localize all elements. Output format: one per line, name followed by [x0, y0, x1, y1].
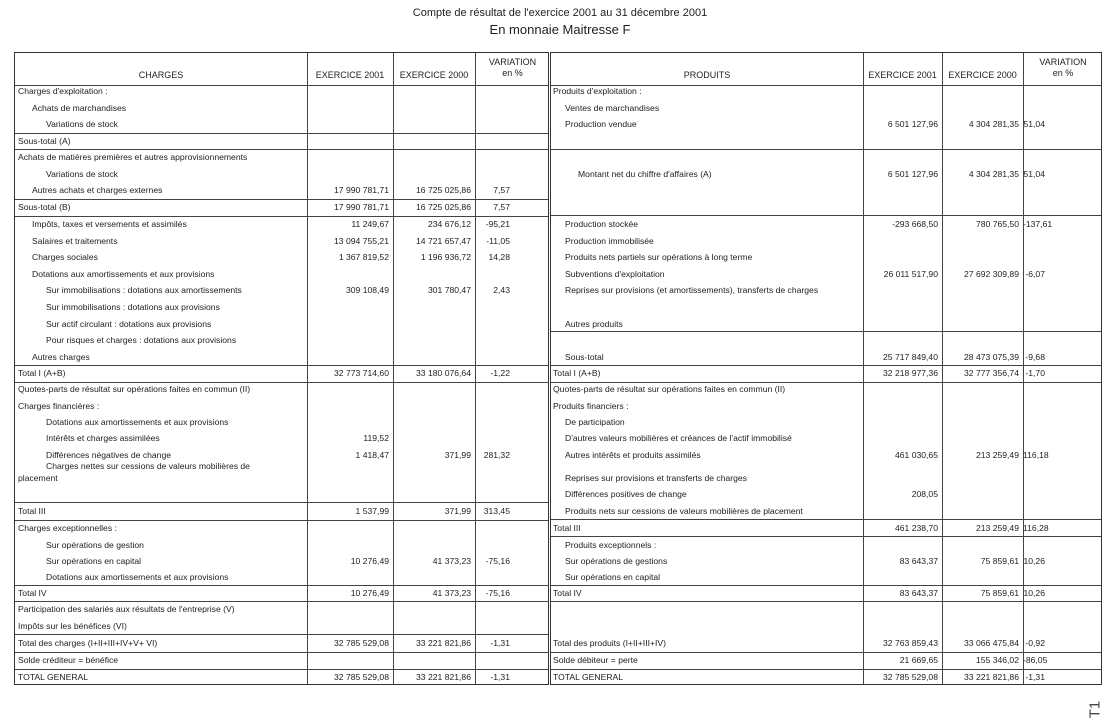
value-2001: 32 785 529,08 — [334, 672, 389, 682]
variation-percent: 51,04 — [1023, 169, 1045, 179]
value-2001: 83 643,37 — [899, 588, 938, 598]
row-label: Ventes de marchandises — [565, 103, 660, 113]
table-row — [551, 368, 1101, 379]
value-2000: 33 066 475,84 — [964, 638, 1019, 648]
row-label: Sous-total — [565, 352, 604, 362]
value-2001: 1 367 819,52 — [338, 252, 389, 262]
table-row — [15, 588, 548, 599]
row-label: Total IV — [553, 588, 582, 598]
column-header-2001: EXERCICE 2001 — [868, 70, 937, 80]
column-header-2001: EXERCICE 2001 — [315, 70, 385, 80]
table-row — [15, 103, 548, 114]
variation-percent: 116,18 — [1023, 450, 1049, 460]
table-row — [15, 269, 548, 280]
row-label: Dotations aux amortissements et aux provisions — [46, 572, 229, 582]
table-row — [15, 417, 548, 428]
value-2001: -293 668,50 — [892, 219, 938, 229]
row-label: Quotes-parts de résultat sur opérations faites en commun (II) — [553, 384, 786, 394]
value-2001: 17 990 781,71 — [334, 185, 389, 195]
row-divider — [15, 634, 548, 635]
value-2001: 32 773 714,60 — [334, 368, 389, 378]
value-2001: 6 501 127,96 — [887, 119, 938, 129]
column-header-label: CHARGES — [138, 70, 184, 80]
value-2001: 21 669,65 — [899, 655, 938, 665]
variation-percent: 14,28 — [488, 252, 510, 262]
row-label: Charges d'exploitation : — [18, 86, 108, 96]
table-row — [551, 638, 1101, 649]
table-row — [551, 269, 1101, 280]
table-row — [551, 489, 1101, 500]
variation-percent: -75,16 — [485, 556, 510, 566]
row-divider — [551, 585, 1101, 586]
row-label: Production immobilisée — [565, 236, 654, 246]
table-row — [551, 655, 1101, 666]
row-label: Produits nets sur cessions de valeurs mobilières de placement — [565, 506, 803, 516]
variation-percent: 7,57 — [493, 185, 510, 195]
row-label: Dotations aux amortissements et aux provisions — [46, 417, 229, 427]
variation-percent: 116,28 — [1023, 523, 1049, 533]
variation-percent: -1,31 — [1025, 672, 1045, 682]
row-label: Sous-total (B) — [18, 202, 71, 212]
table-row — [15, 219, 548, 230]
table-row — [551, 540, 1101, 551]
table-row — [551, 285, 1101, 296]
table-row — [15, 86, 548, 97]
variation-percent: -137,61 — [1023, 219, 1053, 229]
row-divider — [15, 199, 548, 200]
value-2000: 155 346,02 — [975, 655, 1019, 665]
column-header-label: PRODUITS — [683, 70, 731, 80]
row-label: Intérêts et charges assimilées — [46, 433, 160, 443]
variation-percent: 313,45 — [483, 506, 510, 516]
row-divider — [551, 536, 1101, 537]
variation-percent: -95,21 — [485, 219, 510, 229]
row-label: Montant net du chiffre d'affaires (A) — [578, 169, 712, 179]
row-label: Charges exceptionnelles : — [18, 523, 117, 533]
row-label: Total des charges (I+II+III+IV+V+ VI) — [18, 638, 158, 648]
variation-percent: -86,05 — [1023, 655, 1048, 665]
row-divider — [15, 133, 548, 134]
row-divider — [15, 365, 548, 366]
value-2001: 13 094 755,21 — [334, 236, 389, 246]
row-label: Subventions d'exploitation — [565, 269, 665, 279]
row-label: Sur opérations de gestions — [565, 556, 668, 566]
value-2001: 32 785 529,08 — [334, 638, 389, 648]
table-row — [15, 556, 548, 567]
row-label: Charges sociales — [32, 252, 98, 262]
row-divider — [551, 331, 1101, 332]
row-label: Autres charges — [32, 352, 90, 362]
value-2001: 32 763 859,43 — [883, 638, 938, 648]
variation-percent: -9,68 — [1025, 352, 1045, 362]
table-row — [551, 556, 1101, 567]
table-row — [551, 523, 1101, 534]
variation-percent: -11,05 — [486, 236, 510, 246]
row-divider — [551, 215, 1101, 216]
table-row — [15, 136, 548, 147]
table-row — [15, 169, 548, 180]
charges-table — [14, 52, 549, 685]
table-row — [15, 252, 548, 263]
handwritten-page-mark: T1 — [1086, 700, 1104, 719]
table-row — [15, 119, 548, 130]
table-row — [551, 219, 1101, 230]
table-row — [15, 384, 548, 395]
value-2000: 28 473 075,39 — [964, 352, 1019, 362]
table-row — [15, 672, 548, 683]
value-2000: 75 859,61 — [980, 556, 1019, 566]
row-label: Impôts, taxes et versements et assimilés — [32, 219, 187, 229]
row-label: Production vendue — [565, 119, 637, 129]
table-row — [15, 604, 548, 615]
row-divider — [15, 669, 548, 670]
value-2001: 1 418,47 — [355, 450, 389, 460]
row-divider — [15, 216, 548, 217]
row-divider — [15, 502, 548, 503]
table-row — [15, 319, 548, 330]
row-label: Sur actif circulant : dotations aux provisions — [46, 319, 212, 329]
table-row — [15, 352, 548, 363]
row-label: Variations de stock — [46, 119, 118, 129]
row-label: Impôts sur les bénéfices (VI) — [18, 621, 127, 631]
value-2001: 32 785 529,08 — [883, 672, 938, 682]
row-label: Produits nets partiels sur opérations à long terme — [565, 252, 753, 262]
row-label: Sur immobilisations : dotations aux amortissements — [46, 285, 242, 295]
table-row — [15, 572, 548, 583]
value-2000: 16 725 025,86 — [416, 202, 471, 212]
row-label: D'autres valeurs mobilières et créances de l'actif immobilisé — [565, 433, 792, 443]
value-2001: 6 501 127,96 — [887, 169, 938, 179]
value-2001: 25 717 849,40 — [883, 352, 938, 362]
column-header-2000: EXERCICE 2000 — [948, 70, 1017, 80]
value-2000: 14 721 657,47 — [416, 236, 471, 246]
table-row — [551, 169, 1101, 180]
table-row — [15, 450, 548, 461]
value-2000: 33 221 821,86 — [964, 672, 1019, 682]
row-divider — [551, 669, 1101, 670]
row-divider — [15, 601, 548, 602]
table-row — [551, 473, 1101, 484]
column-header-variation: VARIATION en % — [1039, 57, 1087, 78]
row-divider — [551, 382, 1101, 383]
value-2001: 10 276,49 — [350, 556, 389, 566]
value-2000: 75 859,61 — [980, 588, 1019, 598]
table-row — [15, 461, 548, 472]
table-row — [15, 236, 548, 247]
column-header-2000: EXERCICE 2000 — [399, 70, 469, 80]
row-label: Charges financières : — [18, 401, 100, 411]
value-2001: 32 218 977,36 — [883, 368, 938, 378]
table-row — [551, 86, 1101, 97]
variation-percent: -1,22 — [490, 368, 510, 378]
table-row — [15, 473, 548, 484]
variation-percent: 10,26 — [1023, 556, 1045, 566]
table-row — [15, 506, 548, 517]
row-divider — [551, 365, 1101, 366]
row-label: Produits d'exploitation : — [553, 86, 642, 96]
value-2001: 26 011 517,90 — [883, 269, 938, 279]
row-label: Charges nettes sur cessions de valeurs mobilières de — [46, 461, 250, 471]
table-row — [15, 638, 548, 649]
row-label: Autres achats et charges externes — [32, 185, 163, 195]
variation-percent: -0,92 — [1025, 638, 1045, 648]
table-row — [15, 302, 548, 313]
row-label: Production stockée — [565, 219, 639, 229]
value-2000: 371,99 — [444, 450, 471, 460]
row-label: Achats de matières premières et autres approvisionnements — [18, 152, 248, 162]
row-label: Total des produits (I+II+III+IV) — [553, 638, 666, 648]
variation-percent: 7,57 — [493, 202, 510, 212]
table-row — [15, 152, 548, 163]
table-row — [15, 540, 548, 551]
variation-percent: 51,04 — [1023, 119, 1045, 129]
value-2000: 1 196 936,72 — [420, 252, 471, 262]
value-2001: 1 537,99 — [355, 506, 389, 516]
row-label: Autres intérêts et produits assimilés — [565, 450, 701, 460]
value-2000: 41 373,23 — [432, 556, 471, 566]
row-label: Différences négatives de change — [46, 450, 172, 460]
value-2000: 16 725 025,86 — [416, 185, 471, 195]
row-label: Total III — [553, 523, 581, 533]
row-divider — [15, 585, 548, 586]
table-row — [551, 384, 1101, 395]
table-row — [15, 621, 548, 632]
row-divider — [551, 519, 1101, 520]
table-row — [15, 335, 548, 346]
table-row — [15, 368, 548, 379]
row-label: Pour risques et charges : dotations aux provisions — [46, 335, 237, 345]
value-2001: 83 643,37 — [899, 556, 938, 566]
row-label: TOTAL GENERAL — [18, 672, 89, 682]
value-2000: 780 765,50 — [975, 219, 1019, 229]
row-label: Quotes-parts de résultat sur opérations faites en commun (II) — [18, 384, 251, 394]
row-label: Total I (A+B) — [18, 368, 66, 378]
value-2001: 10 276,49 — [350, 588, 389, 598]
value-2000: 33 180 076,64 — [416, 368, 471, 378]
variation-percent: 10,26 — [1023, 588, 1045, 598]
row-label: Autres produits — [565, 319, 623, 329]
row-divider — [15, 520, 548, 521]
column-header-variation: VARIATION en % — [488, 57, 537, 78]
row-label: Total I (A+B) — [553, 368, 601, 378]
row-label: Variations de stock — [46, 169, 118, 179]
value-2000: 41 373,23 — [432, 588, 471, 598]
row-label: Produits exceptionnels : — [565, 540, 657, 550]
value-2000: 213 259,49 — [975, 523, 1019, 533]
table-row — [551, 103, 1101, 114]
row-label: placement — [18, 473, 58, 483]
table-row — [551, 417, 1101, 428]
value-2001: 208,05 — [911, 489, 938, 499]
row-label: Solde créditeur = bénéfice — [18, 655, 119, 665]
table-row — [551, 450, 1101, 461]
row-label: TOTAL GENERAL — [553, 672, 624, 682]
document-title: Compte de résultat de l'exercice 2001 au 31 décembre 2001 — [412, 7, 708, 19]
variation-percent: 281,32 — [483, 450, 510, 460]
variation-percent: 2,43 — [493, 285, 510, 295]
value-2000: 27 692 309,89 — [964, 269, 1019, 279]
row-label: Sur opérations de gestion — [46, 540, 144, 550]
currency-subtitle: En monnaie Maitresse F — [489, 22, 631, 37]
variation-percent: -6,07 — [1025, 269, 1045, 279]
table-row — [15, 285, 548, 296]
table-row — [15, 433, 548, 444]
row-divider — [551, 601, 1101, 602]
row-label: Dotations aux amortissements et aux provisions — [32, 269, 215, 279]
value-2000: 33 221 821,86 — [416, 638, 471, 648]
table-row — [15, 523, 548, 534]
value-2000: 33 221 821,86 — [416, 672, 471, 682]
row-label: Différences positives de change — [565, 489, 687, 499]
variation-percent: -1,31 — [490, 672, 510, 682]
table-row — [15, 185, 548, 196]
table-row — [551, 236, 1101, 247]
value-2000: 4 304 281,35 — [968, 169, 1019, 179]
row-label: Solde débiteur = perte — [553, 655, 638, 665]
row-divider — [15, 149, 548, 150]
table-row — [551, 672, 1101, 683]
value-2000: 234 676,12 — [427, 219, 471, 229]
value-2001: 461 030,65 — [894, 450, 938, 460]
row-label: De participation — [565, 417, 625, 427]
row-divider — [551, 652, 1101, 653]
value-2001: 17 990 781,71 — [334, 202, 389, 212]
table-row — [15, 401, 548, 412]
row-label: Salaires et traitements — [32, 236, 118, 246]
row-label: Participation des salariés aux résultats de l'entreprise (V) — [18, 604, 235, 614]
produits-table — [550, 52, 1102, 685]
value-2001: 309 108,49 — [345, 285, 389, 295]
row-label: Sur opérations en capital — [46, 556, 142, 566]
value-2001: 11 249,67 — [351, 219, 389, 229]
row-divider — [15, 652, 548, 653]
table-row — [551, 319, 1101, 330]
variation-percent: -1,31 — [490, 638, 510, 648]
table-row — [551, 506, 1101, 517]
row-label: Sur immobilisations : dotations aux provisions — [46, 302, 220, 312]
row-divider — [15, 382, 548, 383]
table-row — [551, 588, 1101, 599]
row-label: Reprises sur provisions et transferts de charges — [565, 473, 747, 483]
table-row — [551, 352, 1101, 363]
row-label: Total III — [18, 506, 46, 516]
row-label: Achats de marchandises — [32, 103, 127, 113]
row-label: Total IV — [18, 588, 47, 598]
row-label: Produits financiers : — [553, 401, 629, 411]
value-2000: 301 780,47 — [427, 285, 471, 295]
value-2000: 32 777 356,74 — [964, 368, 1019, 378]
table-row — [551, 572, 1101, 583]
row-divider — [551, 149, 1101, 150]
value-2000: 213 259,49 — [975, 450, 1019, 460]
value-2001: 461 238,70 — [894, 523, 938, 533]
table-row — [551, 119, 1101, 130]
value-2000: 4 304 281,35 — [968, 119, 1019, 129]
value-2000: 371,99 — [444, 506, 471, 516]
row-label: Sous-total (A) — [18, 136, 71, 146]
table-row — [15, 202, 548, 213]
variation-percent: -75,16 — [485, 588, 510, 598]
value-2001: 119,52 — [363, 433, 389, 443]
table-row — [551, 401, 1101, 412]
row-label: Reprises sur provisions (et amortissements), transferts de charges — [565, 285, 819, 295]
row-label: Sur opérations en capital — [565, 572, 661, 582]
table-row — [15, 655, 548, 666]
table-row — [551, 252, 1101, 263]
table-row — [551, 433, 1101, 444]
variation-percent: -1,70 — [1025, 368, 1045, 378]
